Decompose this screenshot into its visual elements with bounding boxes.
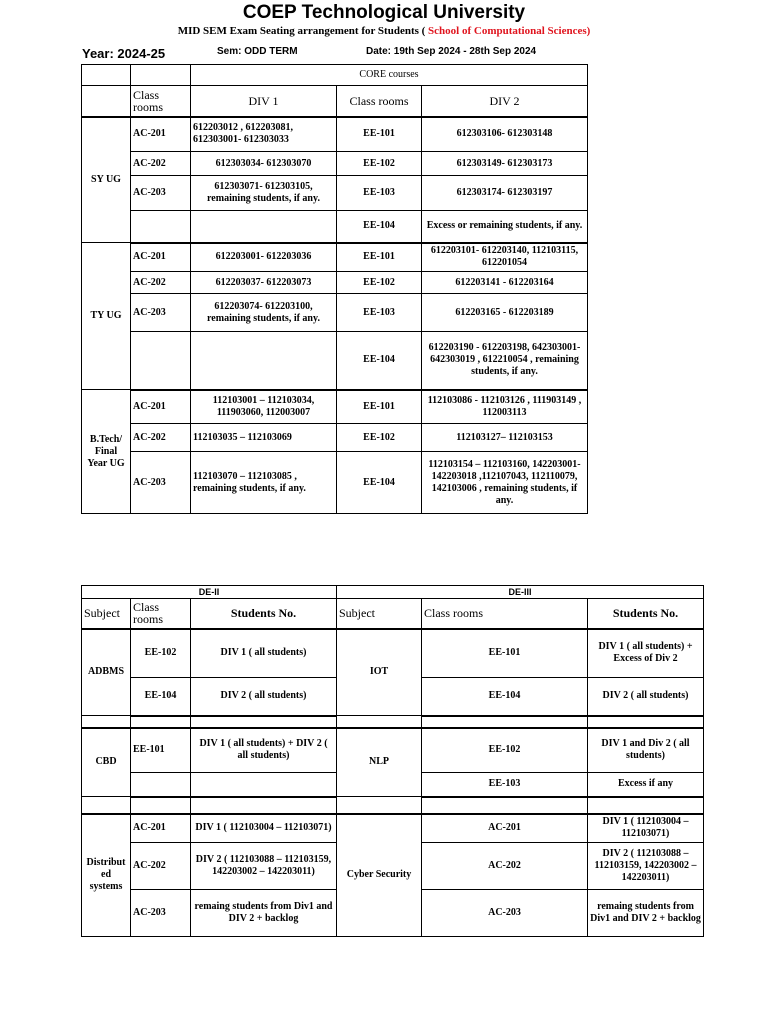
room-cell: EE-102 <box>131 629 191 678</box>
room-cell: EE-103 <box>337 294 422 332</box>
room-cell: AC-203 <box>131 452 191 514</box>
div1-cell: 612203074- 612203100, remaining students, if any. <box>191 294 337 332</box>
group-label-sy-ug: SY UG <box>82 117 131 243</box>
subtitle-school: School of Computational Sciences) <box>425 25 591 37</box>
room-cell: AC-201 <box>131 390 191 424</box>
col-subject: Subject <box>82 599 131 629</box>
spacer-row <box>82 716 704 728</box>
room-cell: AC-203 <box>131 176 191 211</box>
empty-cell <box>131 797 191 814</box>
table-row <box>82 332 588 390</box>
spacer-row <box>82 797 704 814</box>
col-students: Students No. <box>191 599 337 629</box>
div1-cell: 112103070 – 112103085 , remaining students, if any. <box>191 452 337 514</box>
div1-cell <box>191 211 337 243</box>
empty-cell <box>337 716 422 728</box>
table-row <box>82 814 704 843</box>
room-cell: AC-202 <box>131 424 191 452</box>
div1-cell: 612203001- 612203036 <box>191 243 337 272</box>
students-cell: remaing students from Div1 and DIV 2 + backlog <box>588 890 704 937</box>
room-cell: AC-201 <box>131 117 191 152</box>
core-header-row <box>82 86 588 117</box>
div1-cell: 612203037- 612203073 <box>191 272 337 294</box>
room-cell: EE-101 <box>337 243 422 272</box>
semester: Sem: ODD TERM <box>217 46 298 57</box>
room-cell: EE-101 <box>337 390 422 424</box>
empty-cell <box>131 716 191 728</box>
subject-cyber-security: Cyber Security <box>337 814 422 937</box>
electives-heading-row <box>82 586 704 599</box>
div1-cell: 112103001 – 112103034, 111903060, 112003007 <box>191 390 337 424</box>
empty-cell <box>337 797 422 814</box>
subject-adbms: ADBMS <box>82 629 131 716</box>
table-row <box>82 272 588 294</box>
room-cell: EE-102 <box>337 152 422 176</box>
div2-cell: 112103086 - 112103126 , 111903149 , 112003113 <box>422 390 588 424</box>
room-cell: AC-202 <box>131 272 191 294</box>
students-cell: DIV 2 ( 112103088 – 112103159, 142203002 – 142203011) <box>588 843 704 890</box>
div2-cell: 112103127– 112103153 <box>422 424 588 452</box>
page-subtitle <box>0 25 768 37</box>
div2-cell: 612203190 - 612203198, 642303001- 642303019 , 612210054 , remaining students, if any. <box>422 332 588 390</box>
table-row <box>82 424 588 452</box>
room-cell: AC-203 <box>422 890 588 937</box>
room-cell: EE-104 <box>337 332 422 390</box>
students-cell: DIV 2 ( 112103088 – 112103159, 142203002 – 142203011) <box>191 843 337 890</box>
de3-heading: DE-III <box>337 586 704 599</box>
table-row <box>82 211 588 243</box>
room-cell: EE-102 <box>337 424 422 452</box>
students-cell: DIV 1 ( all students) + Excess of Div 2 <box>588 629 704 678</box>
div1-cell: 112103035 – 112103069 <box>191 424 337 452</box>
room-cell: EE-104 <box>337 211 422 243</box>
div2-cell: 612203101- 612203140, 112103115, 612201054 <box>422 243 588 272</box>
empty-cell <box>82 86 131 117</box>
room-cell: AC-201 <box>131 243 191 272</box>
col-classrooms-2: Class rooms <box>422 599 588 629</box>
academic-year: Year: 2024-25 <box>82 46 166 61</box>
group-label-ty-ug: TY UG <box>82 243 131 390</box>
room-cell <box>131 773 191 797</box>
table-row <box>82 390 588 424</box>
table-row <box>82 176 588 211</box>
room-cell: EE-101 <box>422 629 588 678</box>
de2-heading: DE-II <box>82 586 337 599</box>
room-cell: EE-102 <box>337 272 422 294</box>
subtitle-text: MID SEM Exam Seating arrangement for Students ( <box>177 25 426 37</box>
div2-cell: 612203141 - 612203164 <box>422 272 588 294</box>
div1-cell <box>191 332 337 390</box>
empty-cell <box>82 716 131 728</box>
room-cell: AC-201 <box>422 814 588 843</box>
subject-distributed-systems: Distribut ed systems <box>82 814 131 937</box>
room-cell: EE-101 <box>131 728 191 773</box>
table-row <box>82 152 588 176</box>
empty-cell <box>422 716 588 728</box>
col-div2: DIV 2 <box>422 86 588 117</box>
room-cell: AC-203 <box>131 890 191 937</box>
students-cell <box>191 773 337 797</box>
col-subject-2: Subject <box>337 599 422 629</box>
subject-nlp: NLP <box>337 728 422 797</box>
students-cell: DIV 2 ( all students) <box>191 678 337 716</box>
div2-cell: 112103154 – 112103160, 142203001-142203018 ,112107043, 112110079, 142103006 , remaining students, if any. <box>422 452 588 514</box>
col-classrooms: Class rooms <box>131 86 191 117</box>
div1-cell: 612303071- 612303105, remaining students, if any. <box>191 176 337 211</box>
empty-cell <box>588 797 704 814</box>
room-cell <box>131 211 191 243</box>
col-classrooms-2: Class rooms <box>337 86 422 117</box>
room-cell: EE-103 <box>422 773 588 797</box>
room-cell: EE-102 <box>422 728 588 773</box>
page-title: COEP Technological University <box>242 2 526 23</box>
div2-cell: Excess or remaining students, if any. <box>422 211 588 243</box>
table-row <box>82 243 588 272</box>
table-row <box>82 728 704 773</box>
electives-header-row <box>82 599 704 629</box>
students-cell: DIV 1 and Div 2 ( all students) <box>588 728 704 773</box>
core-heading: CORE courses <box>191 65 588 86</box>
div2-cell: 612303174- 612303197 <box>422 176 588 211</box>
col-students-2: Students No. <box>588 599 704 629</box>
table-row <box>82 452 588 514</box>
room-cell: EE-104 <box>337 452 422 514</box>
room-cell: AC-202 <box>422 843 588 890</box>
empty-cell <box>191 716 337 728</box>
room-cell: AC-201 <box>131 814 191 843</box>
empty-cell <box>588 716 704 728</box>
exam-dates: Date: 19th Sep 2024 - 28th Sep 2024 <box>366 46 537 57</box>
room-cell: EE-103 <box>337 176 422 211</box>
students-cell: DIV 1 ( 112103004 – 112103071) <box>191 814 337 843</box>
empty-cell <box>131 65 191 86</box>
electives-seating-table <box>81 585 704 937</box>
students-cell: DIV 1 ( 112103004 – 112103071) <box>588 814 704 843</box>
empty-cell <box>422 797 588 814</box>
students-cell: remaing students from Div1 and DIV 2 + backlog <box>191 890 337 937</box>
students-cell: DIV 1 ( all students) <box>191 629 337 678</box>
empty-cell <box>82 65 131 86</box>
subject-cbd: CBD <box>82 728 131 797</box>
room-cell: AC-202 <box>131 843 191 890</box>
students-cell: DIV 1 ( all students) + DIV 2 ( all students) <box>191 728 337 773</box>
group-label-btech-final: B.Tech/ Final Year UG <box>82 390 131 514</box>
col-div1: DIV 1 <box>191 86 337 117</box>
div2-cell: 612303106- 612303148 <box>422 117 588 152</box>
room-cell: EE-101 <box>337 117 422 152</box>
div1-cell: 612303034- 612303070 <box>191 152 337 176</box>
room-cell: AC-202 <box>131 152 191 176</box>
students-cell: DIV 2 ( all students) <box>588 678 704 716</box>
div2-cell: 612203165 - 612203189 <box>422 294 588 332</box>
core-heading-row <box>82 65 588 86</box>
subject-iot: IOT <box>337 629 422 716</box>
room-cell: AC-203 <box>131 294 191 332</box>
empty-cell <box>82 797 131 814</box>
table-row <box>82 294 588 332</box>
empty-cell <box>191 797 337 814</box>
room-cell: EE-104 <box>422 678 588 716</box>
table-row <box>82 117 588 152</box>
col-classrooms: Class rooms <box>131 599 191 629</box>
div2-cell: 612303149- 612303173 <box>422 152 588 176</box>
core-seating-table <box>81 64 588 514</box>
div1-cell: 612203012 , 612203081, 612303001- 612303033 <box>191 117 337 152</box>
students-cell: Excess if any <box>588 773 704 797</box>
room-cell: EE-104 <box>131 678 191 716</box>
room-cell <box>131 332 191 390</box>
table-row <box>82 629 704 678</box>
